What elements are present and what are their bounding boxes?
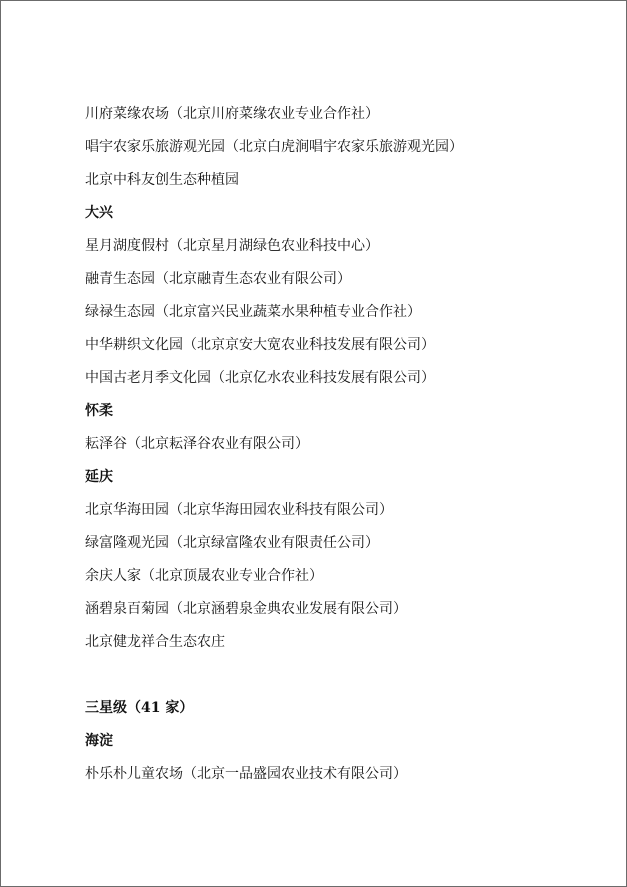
list-item: 绿禄生态园（北京富兴民业蔬菜水果种植专业合作社） <box>85 304 421 320</box>
list-item: 中华耕织文化园（北京京安大宽农业科技发展有限公司） <box>85 337 435 353</box>
list-item: 涵碧泉百菊园（北京涵碧泉金典农业发展有限公司） <box>85 601 407 617</box>
district-heading-haidian: 海淀 <box>85 733 113 749</box>
rating-heading-three-star: 三星级（41 家） <box>85 700 194 716</box>
list-item: 中国古老月季文化园（北京亿水农业科技发展有限公司） <box>85 370 435 386</box>
district-heading-yanqing: 延庆 <box>85 469 113 485</box>
list-item: 星月湖度假村（北京星月湖绿色农业科技中心） <box>85 238 379 254</box>
list-item: 耘泽谷（北京耘泽谷农业有限公司） <box>85 436 309 452</box>
list-item: 朴乐朴儿童农场（北京一品盛园农业技术有限公司） <box>85 766 407 782</box>
district-heading-huairou: 怀柔 <box>85 403 113 419</box>
list-item: 川府菜缘农场（北京川府菜缘农业专业合作社） <box>85 106 379 122</box>
list-item: 唱宇农家乐旅游观光园（北京白虎涧唱宇农家乐旅游观光园） <box>85 139 463 155</box>
list-item: 绿富隆观光园（北京绿富隆农业有限责任公司） <box>85 535 379 551</box>
blank-line <box>85 661 606 694</box>
list-item: 北京健龙祥合生态农庄 <box>85 634 225 650</box>
list-item: 余庆人家（北京顶晟农业专业合作社） <box>85 568 323 584</box>
district-heading-daxing: 大兴 <box>85 205 113 221</box>
list-item: 融青生态园（北京融青生态农业有限公司） <box>85 271 351 287</box>
document-body <box>85 100 606 793</box>
list-item: 北京中科友创生态种植园 <box>85 172 239 188</box>
list-item: 北京华海田园（北京华海田园农业科技有限公司） <box>85 502 393 518</box>
